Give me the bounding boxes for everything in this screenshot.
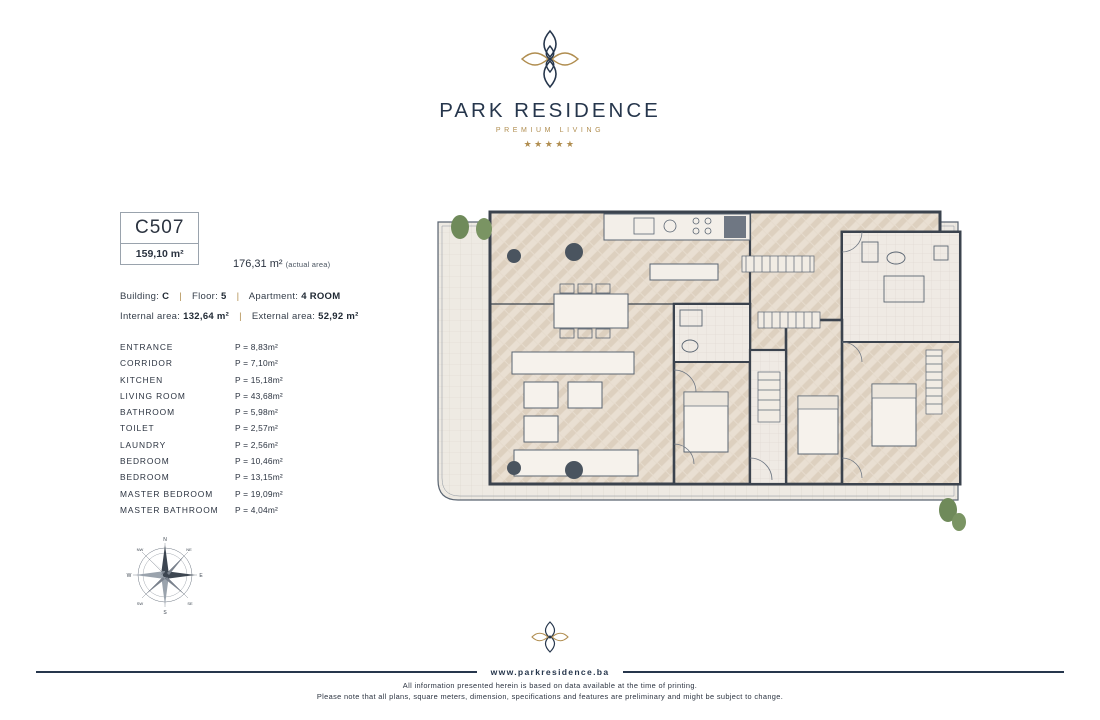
meta-separator-3: | <box>239 311 242 322</box>
brand-stars: ★★★★★ <box>523 139 577 149</box>
actual-area-value: 176,31 m² <box>233 258 283 270</box>
compass-w: W <box>126 573 132 579</box>
room-area: P = 2,57m² <box>235 423 279 434</box>
room-row <box>120 505 420 515</box>
compass-sw: SW <box>136 601 144 606</box>
compass-se: SE <box>187 601 193 606</box>
meta-separator-1: | <box>179 291 183 302</box>
room-row <box>120 391 420 401</box>
room-row <box>120 472 420 482</box>
external-area-value: 52,92 m² <box>318 311 359 322</box>
room-name: MASTER BATHROOM <box>120 504 219 515</box>
unit-area: 159,10 m² <box>135 248 184 260</box>
room-name: ENTRANCE <box>120 342 174 352</box>
room-row <box>120 489 420 499</box>
unit-code: C507 <box>121 213 198 244</box>
disclaimer <box>0 680 1100 702</box>
footer-logo-icon <box>529 620 571 654</box>
room-name: BATHROOM <box>120 407 175 418</box>
park-residence-logo-icon <box>512 28 588 90</box>
actual-area-row <box>233 258 330 270</box>
room-area: P = 15,18m² <box>235 374 283 385</box>
room-row <box>120 407 420 417</box>
compass-s: S <box>163 610 167 616</box>
room-name: LAUNDRY <box>120 439 167 450</box>
room-schedule <box>120 342 420 515</box>
room-area: P = 10,46m² <box>235 456 283 467</box>
footer-rule <box>36 667 1064 677</box>
room-row <box>120 456 420 466</box>
floor-plan-drawing <box>428 200 988 570</box>
internal-area-value: 132,64 m² <box>183 311 230 322</box>
compass-n: N <box>163 537 167 543</box>
apartment-value: 4 ROOM <box>301 291 341 302</box>
room-area: P = 19,09m² <box>235 488 283 499</box>
unit-meta-row-1 <box>120 291 420 302</box>
room-row <box>120 375 420 385</box>
unit-code-box <box>120 212 199 265</box>
unit-info-panel <box>120 212 420 521</box>
room-row <box>120 423 420 433</box>
floor-value: 5 <box>221 291 227 302</box>
disclaimer-line-1: All information presented herein is based on data available at the time of printing. <box>402 681 698 690</box>
floor-label: Floor: <box>191 291 219 302</box>
room-area: P = 7,10m² <box>235 358 279 369</box>
external-area-label: External area: <box>251 311 316 322</box>
room-row <box>120 342 420 352</box>
unit-meta <box>120 291 420 322</box>
building-value: C <box>162 291 170 302</box>
rule-right <box>623 671 1064 674</box>
building-label: Building: <box>120 291 160 302</box>
room-name: KITCHEN <box>120 374 164 385</box>
apartment-label: Apartment: <box>248 291 299 302</box>
actual-area-note: (actual area) <box>285 260 331 269</box>
room-area: P = 8,83m² <box>235 342 279 352</box>
disclaimer-line-2: Please note that all plans, square meters, dimension, specifications and features are preliminary and might be subject to change. <box>316 692 784 701</box>
room-name: BEDROOM <box>120 472 170 483</box>
internal-area-label: Internal area: <box>120 311 181 322</box>
room-area: P = 43,68m² <box>235 390 283 401</box>
room-name: TOILET <box>120 423 155 434</box>
compass-nw: NW <box>136 547 144 552</box>
room-name: BEDROOM <box>120 456 170 467</box>
room-name: LIVING ROOM <box>120 390 186 401</box>
meta-separator-2: | <box>236 291 240 302</box>
rule-left <box>36 671 477 674</box>
room-name: CORRIDOR <box>120 358 173 369</box>
compass-rose-icon <box>123 533 207 617</box>
brand-header <box>0 28 1100 150</box>
room-area: P = 5,98m² <box>235 407 279 418</box>
room-name: MASTER BEDROOM <box>120 488 214 499</box>
room-area: P = 4,04m² <box>235 504 279 515</box>
room-row <box>120 440 420 450</box>
room-area: P = 2,56m² <box>235 439 279 450</box>
website-link[interactable]: www.parkresidence.ba <box>490 667 610 677</box>
footer-ornament <box>0 620 1100 654</box>
unit-meta-row-2 <box>120 311 420 322</box>
compass-e: E <box>199 573 203 579</box>
room-area: P = 13,15m² <box>235 472 283 483</box>
brand-name: PARK RESIDENCE <box>439 99 661 122</box>
room-row <box>120 358 420 368</box>
compass-ne: NE <box>186 547 192 552</box>
brand-tagline: PREMIUM LIVING <box>495 127 605 134</box>
